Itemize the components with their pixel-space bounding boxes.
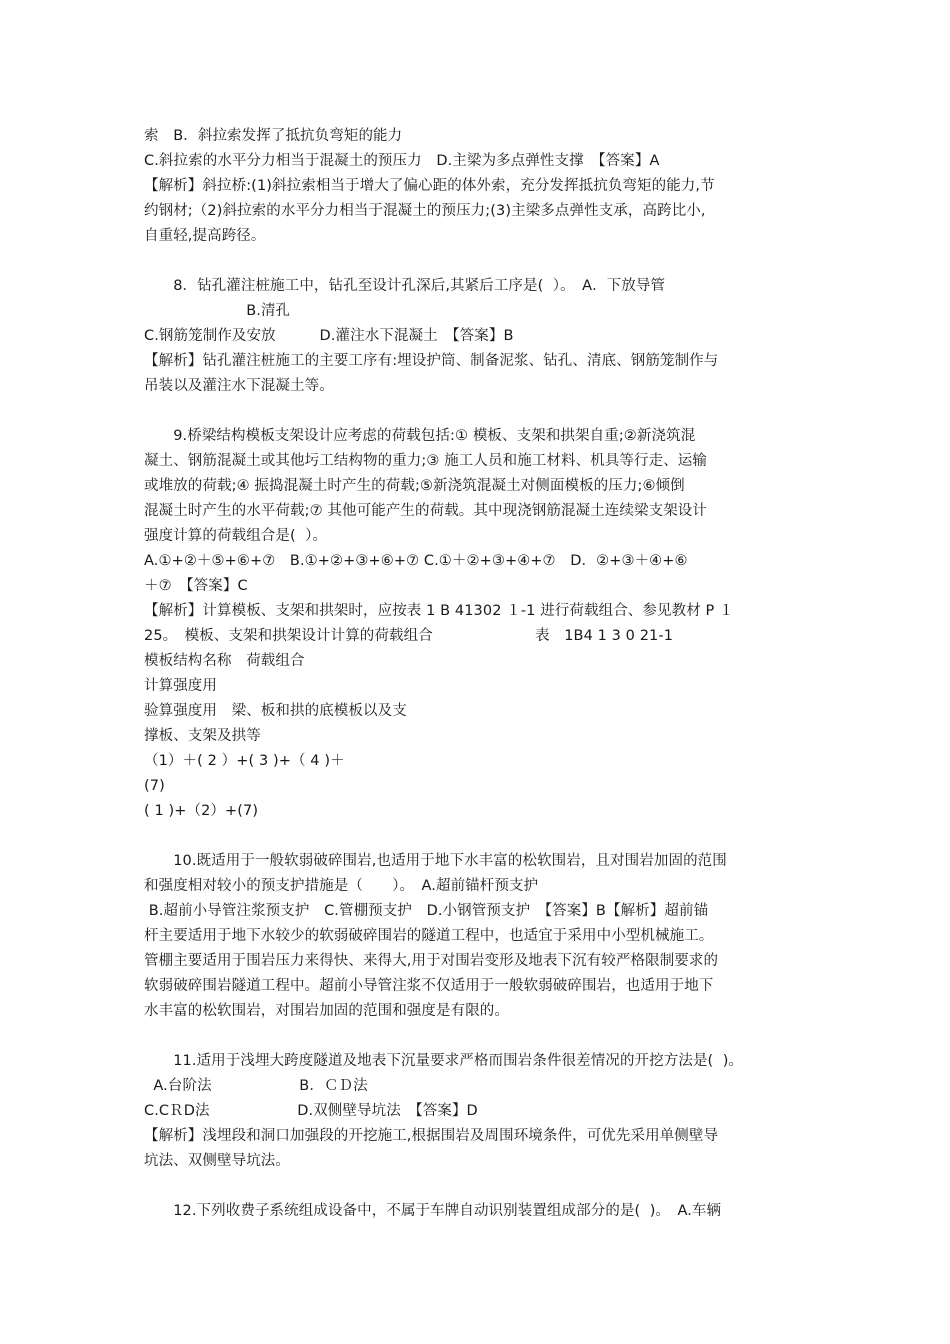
text-line: 强度计算的荷载组合是( ）。: [144, 528, 328, 544]
text-line: 水丰富的松软围岩，对围岩加固的范围和强度是有限的。: [144, 1003, 509, 1019]
text-line: 验算强度用 梁、板和拱的底模板以及支: [144, 703, 407, 719]
question-11: 11.适用于浅埋大跨度隧道及地表下沉量要求严格而围岩条件很差情况的开挖方法是( )。: [144, 1053, 744, 1069]
text-line: 自重轻,提高跨径。: [144, 228, 266, 244]
text-line: 杆主要适用于地下水较少的软弱破碎围岩的隧道工程中，也适宜于采用中小型机械施工。: [144, 928, 714, 944]
question-9: 9.桥梁结构模板支架设计应考虑的荷载包括:① 模板、支架和拱架自重;②新浇筑混: [144, 428, 696, 444]
text-line: 管棚主要适用于围岩压力来得快、来得大,用于对围岩变形及地表下沉有较严格限制要求的: [144, 953, 719, 969]
question-12: 12.下列收费子系统组成设备中，不属于车牌自动识别装置组成部分的是( )。 A.车辆: [144, 1203, 722, 1219]
text-line: （1）＋( 2 ）+( 3 )+（ 4 )＋: [144, 753, 345, 769]
question-8: 8．钻孔灌注桩施工中，钻孔至设计孔深后,其紧后工序是( ）。 A．下放导管: [144, 278, 666, 294]
text-line: 软弱破碎围岩隧道工程中。超前小导管注浆不仅适用于一般软弱破碎围岩，也适用于地下: [144, 978, 714, 994]
text-line: 凝土、钢筋混凝土或其他圬工结构物的重力;③ 施工人员和施工材料、机具等行走、运输: [144, 453, 707, 469]
text-line: 和强度相对较小的预支护措施是（ ）。 A.超前锚杆预支护: [144, 878, 539, 894]
text-line: 索 B．斜拉索发挥了抵抗负弯矩的能力: [144, 128, 403, 144]
text-line: 25。 模板、支架和拱架设计计算的荷载组合 表 1B4 1 3 0 21-1: [144, 628, 674, 644]
text-line: C.CＲD法 D.双侧壁导坑法 【答案】D: [144, 1103, 478, 1119]
question-10: 10.既适用于一般软弱破碎围岩,也适用于地下水丰富的松软围岩，且对围岩加固的范围: [144, 853, 727, 869]
text-line: B.清孔: [144, 303, 291, 319]
text-line: ＋⑦ 【答案】C: [144, 578, 248, 594]
text-line: ( 1 )+（2）+(7): [144, 803, 259, 819]
text-line: B.超前小导管注浆预支护 C.管棚预支护 D.小钢管预支护 【答案】B【解析】超前锚: [144, 903, 709, 919]
text-line: 撑板、支架及拱等: [144, 728, 261, 744]
text-line: 【解析】斜拉桥:(1)斜拉索相当于增大了偏心距的体外索，充分发挥抵抗负弯矩的能力,节: [144, 178, 715, 194]
text-line: 模板结构名称 荷载组合: [144, 653, 305, 669]
text-line: (7): [144, 778, 165, 794]
text-line: 吊装以及灌注水下混凝土等。: [144, 378, 334, 394]
text-line: 约钢材;（2)斜拉索的水平分力相当于混凝土的预压力;(3)主梁多点弹性支承，高跨比小,: [144, 203, 706, 219]
text-line: C.钢筋笼制作及安放 D.灌注水下混凝土 【答案】B: [144, 328, 514, 344]
text-line: 【解析】钻孔灌注桩施工的主要工序有:埋设护筒、制备泥浆、钻孔、清底、钢筋笼制作与: [144, 353, 719, 369]
text-line: A.①+②＋⑤+⑥+⑦ B.①+②+③+⑥+⑦ C.①＋②+③+④+⑦ D．②+③＋④+⑥: [144, 553, 688, 569]
text-line: 混凝土时产生的水平荷载;⑦ 其他可能产生的荷载。其中现浇钢筋混凝土连续梁支架设计: [144, 503, 707, 519]
text-line: A.台阶法 B．ＣＤ法: [144, 1078, 368, 1094]
text-line: C.斜拉索的水平分力相当于混凝土的预压力 D.主梁为多点弹性支撑 【答案】A: [144, 153, 660, 169]
text-line: 或堆放的荷载;④ 振捣混凝土时产生的荷载;⑤新浇筑混凝土对侧面模板的压力;⑥倾倒: [144, 478, 685, 494]
text-line: 计算强度用: [144, 678, 217, 694]
text-line: 【解析】浅埋段和洞口加强段的开挖施工,根据围岩及周围环境条件，可优先采用单侧壁导: [144, 1128, 719, 1144]
text-line: 坑法、双侧壁导坑法。: [144, 1153, 290, 1169]
text-line: 【解析】计算模板、支架和拱架时，应按表 1 B 41302 １-1 进行荷载组合、参见教材 P １: [144, 603, 734, 619]
